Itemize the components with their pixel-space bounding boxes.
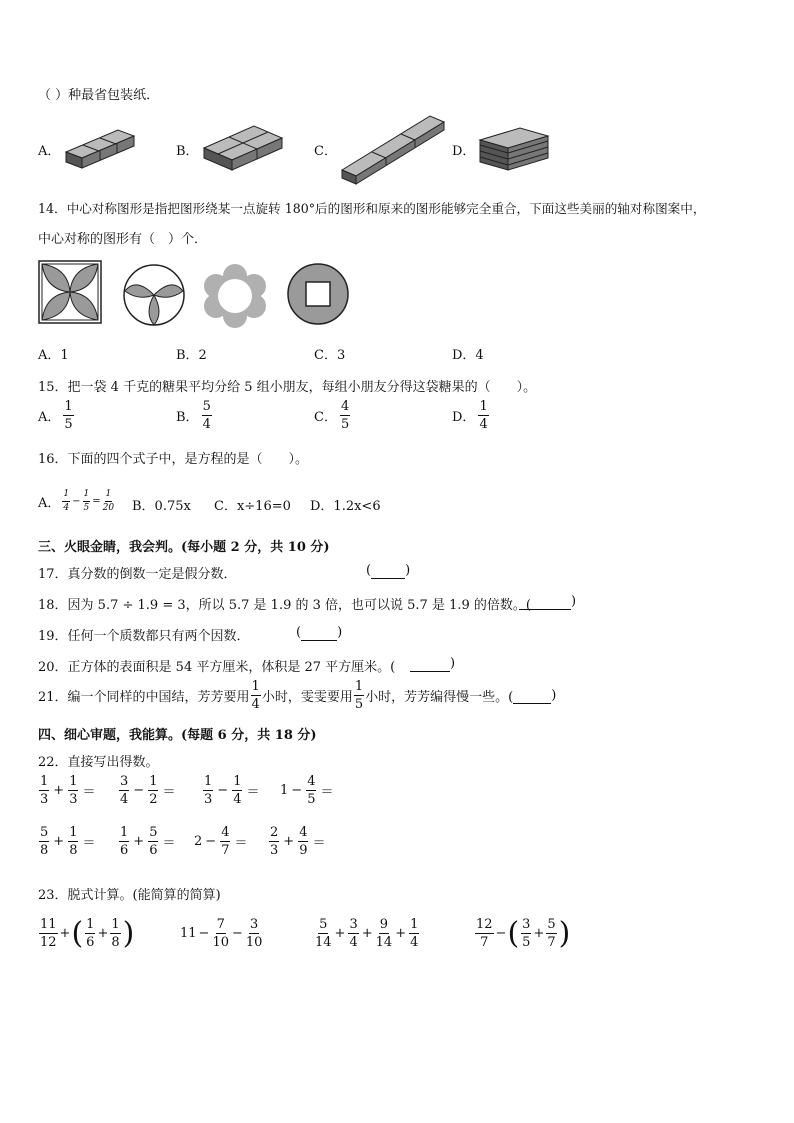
- q14-figure-3: [202, 262, 268, 328]
- q15-option-c-fraction: $\frac{4}{5}$: [340, 399, 350, 432]
- q16-text: 16．下面的四个式子中，是方程的是（ ）。: [38, 452, 309, 467]
- q22-item-5: $\frac{5}{8}$ + $\frac{1}{8}$ ＝: [40, 825, 96, 858]
- q13-option-d-figure: [476, 124, 552, 172]
- q22-item-3: $\frac{1}{3}$ − $\frac{1}{4}$ ＝: [204, 774, 260, 807]
- q15-option-d[interactable]: [452, 400, 490, 431]
- q19-text: 19．任何一个质数都只有两个因数．: [38, 629, 250, 644]
- q14-option-c[interactable]: C．3: [314, 348, 346, 363]
- q15-option-c-label: C．: [314, 410, 337, 425]
- q21-text-c: 小时，芳芳编得慢一些。(: [365, 690, 514, 705]
- q15-option-b-fraction: $\frac{5}{4}$: [202, 399, 211, 432]
- q22-item-2: $\frac{3}{4}$ − $\frac{1}{2}$ ＝: [120, 774, 176, 807]
- q13-prompt: （ ）种最省包装纸．: [38, 88, 160, 103]
- q15-option-a[interactable]: [38, 400, 75, 431]
- q23-item-4: $\frac{12}{7}$ − ( $\frac{3}{5}$ + $\frac{5}{7}$ ): [476, 915, 571, 951]
- q22-item-1: $\frac{1}{3}$ + $\frac{1}{3}$ ＝: [40, 774, 96, 807]
- q13-option-c-figure: [338, 110, 450, 186]
- q16-a-frac2: $\frac{1}{5}$: [83, 489, 90, 513]
- q15-option-c[interactable]: [314, 400, 351, 431]
- q14-figure-2: [122, 263, 186, 327]
- q13-option-a-label[interactable]: A．: [38, 144, 61, 159]
- q13-option-b-label[interactable]: B．: [176, 144, 199, 159]
- q21-text-a: 21．编一个同样的中国结，芳芳要用: [38, 690, 250, 705]
- q14-option-d[interactable]: D．4: [452, 348, 484, 363]
- q14-option-b[interactable]: B．2: [176, 348, 207, 363]
- q22-text: 22．直接写出得数。: [38, 755, 159, 770]
- q21: [38, 680, 556, 711]
- q15-option-a-label: A．: [38, 410, 61, 425]
- q23-item-2: 11 − $\frac{7}{10}$ − $\frac{3}{10}$: [180, 917, 263, 950]
- q21-fraction-1: $\frac{1}{4}$: [251, 679, 260, 712]
- q21-fraction-2: $\frac{1}{5}$: [354, 679, 364, 712]
- q17-answer-blank[interactable]: ( ): [366, 563, 411, 578]
- q16-a-op2: =: [92, 496, 101, 507]
- q15-option-b-label: B．: [176, 410, 199, 425]
- section4-title: 四、细心审题，我能算。(每题 6 分，共 18 分): [38, 728, 317, 743]
- q18-answer-blank[interactable]: ): [519, 594, 576, 610]
- q16-option-a-label: A．: [38, 496, 61, 511]
- q23-item-1: $\frac{11}{12}$ + ( $\frac{1}{6}$ + $\frac{1}{8}$ ): [40, 915, 135, 951]
- q13-option-c-label[interactable]: C．: [314, 144, 337, 159]
- q16-a-frac1: $\frac{1}{4}$: [63, 489, 70, 513]
- q15-option-d-label: D．: [452, 410, 476, 425]
- q23-item-3: $\frac{5}{14}$ + $\frac{3}{4}$ + $\frac{9}{14}$ + $\frac{1}{4}$: [315, 917, 419, 950]
- q17-text: 17．真分数的倒数一定是假分数．: [38, 567, 237, 582]
- q22-item-7: 2 − $\frac{4}{7}$ ＝: [194, 825, 248, 858]
- section3-title: 三、火眼金睛，我会判。(每小题 2 分，共 10 分): [38, 540, 330, 555]
- q16-option-a[interactable]: [38, 490, 115, 513]
- q14-figure-4: [286, 262, 350, 326]
- q23-text: 23．脱式计算。(能简算的简算): [38, 888, 221, 903]
- q18-text: 18．因为 5.7 ÷ 1.9 = 3，所以 5.7 是 1.9 的 3 倍，也可以说 5.7 是 1.9 的倍数。(: [38, 598, 531, 613]
- q22-item-4: 1 − $\frac{4}{5}$ ＝: [280, 774, 334, 807]
- q13-option-d-label[interactable]: D．: [452, 144, 476, 159]
- q15-option-d-fraction: $\frac{1}{4}$: [479, 399, 488, 432]
- q22-item-8: $\frac{2}{3}$ + $\frac{4}{9}$ ＝: [270, 825, 326, 858]
- q20-answer-blank[interactable]: ): [410, 656, 455, 672]
- q21-text-b: 小时，雯雯要用: [261, 690, 353, 705]
- q14-figure-1: [38, 260, 102, 324]
- q16-option-c[interactable]: C．x÷16=0: [214, 499, 291, 514]
- q16-option-d[interactable]: D．1.2x<6: [310, 499, 381, 514]
- q13-option-b-figure: [200, 118, 286, 172]
- q16-option-b[interactable]: B．0.75x: [132, 499, 191, 514]
- q19-answer-blank[interactable]: ( ): [296, 625, 343, 640]
- q14-option-a[interactable]: A．1: [38, 348, 69, 363]
- q14-line2: 中心对称的图形有（ ）个．: [38, 232, 208, 247]
- q15-text: 15．把一袋 4 千克的糖果平均分给 5 组小朋友，每组小朋友分得这袋糖果的（ ）。: [38, 380, 537, 395]
- q22-item-6: $\frac{1}{6}$ + $\frac{5}{6}$ ＝: [120, 825, 176, 858]
- q20-text: 20．正方体的表面积是 54 平方厘米，体积是 27 平方厘米。(: [38, 660, 396, 675]
- q15-option-b[interactable]: [176, 400, 213, 431]
- q14-line1: 14．中心对称图形是指把图形绕某一点旋转 180°后的图形和原来的图形能够完全重合，下面这些美丽的轴对称图案中，: [38, 201, 706, 216]
- q15-option-a-fraction: $\frac{1}{5}$: [64, 399, 73, 432]
- q16-a-op1: −: [72, 496, 81, 507]
- q13-option-a-figure: [62, 120, 138, 170]
- q16-a-frac3: $\frac{1}{20}$: [102, 489, 115, 513]
- q21-answer-blank[interactable]: ): [513, 688, 556, 704]
